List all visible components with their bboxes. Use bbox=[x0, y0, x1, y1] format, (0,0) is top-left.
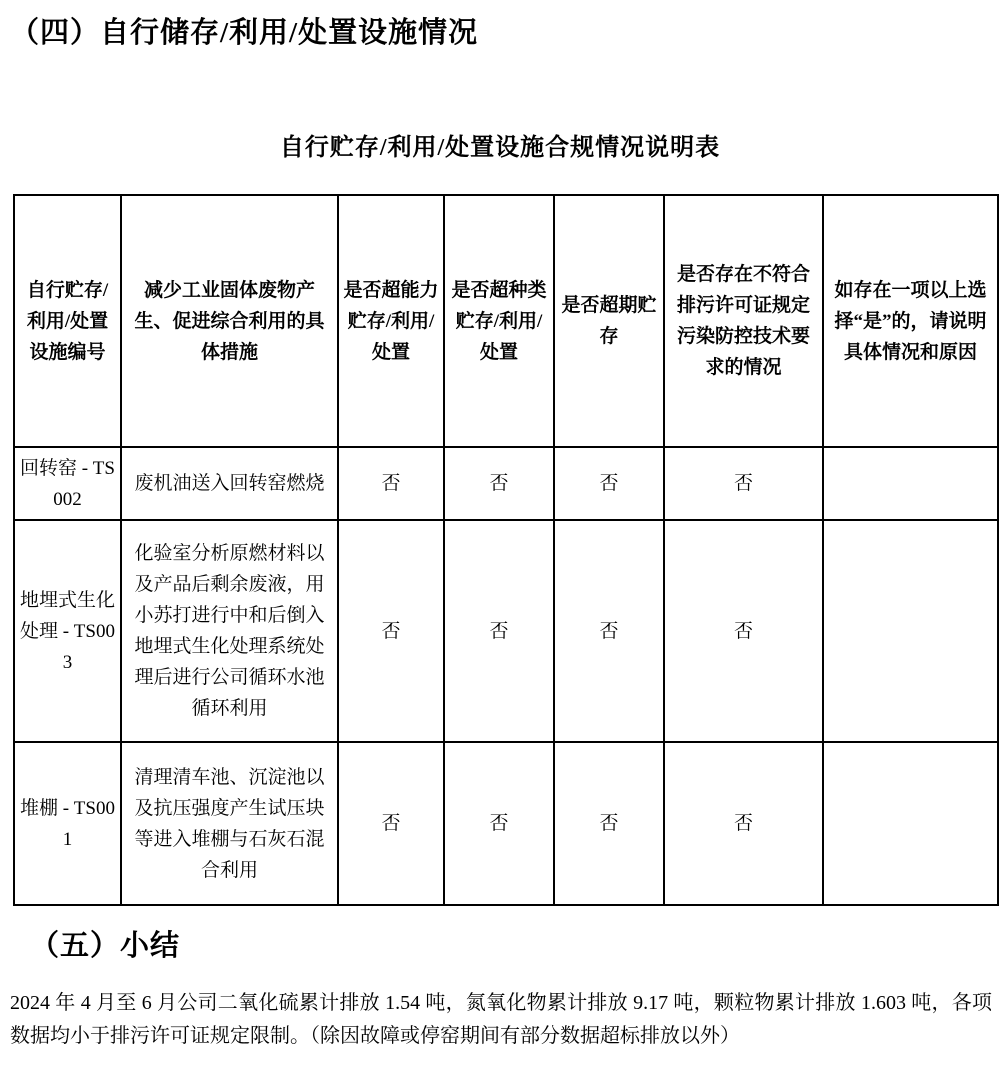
cell-facility-id: 堆棚 - TS001 bbox=[14, 742, 121, 905]
cell-explanation bbox=[823, 742, 998, 905]
cell-over-capacity: 否 bbox=[338, 447, 444, 520]
cell-over-period: 否 bbox=[554, 742, 664, 905]
cell-explanation bbox=[823, 447, 998, 520]
table-header-row bbox=[14, 195, 998, 447]
cell-noncompliance: 否 bbox=[664, 742, 823, 905]
cell-over-period: 否 bbox=[554, 520, 664, 742]
cell-explanation bbox=[823, 520, 998, 742]
cell-over-type: 否 bbox=[444, 447, 554, 520]
column-header-over-type: 是否超种类贮存/利用/处置 bbox=[444, 195, 554, 447]
cell-measures: 化验室分析原燃材料以及产品后剩余废液，用小苏打进行中和后倒入地埋式生化处理系统处理后进行公司循环水池循环利用 bbox=[121, 520, 338, 742]
table-row bbox=[14, 447, 998, 520]
cell-over-type: 否 bbox=[444, 742, 554, 905]
cell-noncompliance: 否 bbox=[664, 447, 823, 520]
column-header-over-period: 是否超期贮存 bbox=[554, 195, 664, 447]
column-header-explanation: 如存在一项以上选择“是”的，请说明具体情况和原因 bbox=[823, 195, 998, 447]
cell-measures: 废机油送入回转窑燃烧 bbox=[121, 447, 338, 520]
cell-noncompliance: 否 bbox=[664, 520, 823, 742]
cell-facility-id: 地埋式生化处理 - TS003 bbox=[14, 520, 121, 742]
section5-heading: （五）小结 bbox=[30, 930, 181, 962]
table-title: 自行贮存/利用/处置设施合规情况说明表 bbox=[279, 135, 721, 161]
cell-facility-id: 回转窑 - TS002 bbox=[14, 447, 121, 520]
table-row bbox=[14, 742, 998, 905]
cell-measures: 清理清车池、沉淀池以及抗压强度产生试压块等进入堆棚与石灰石混合利用 bbox=[121, 742, 338, 905]
column-header-noncompliance: 是否存在不符合排污许可证规定污染防控技术要求的情况 bbox=[664, 195, 823, 447]
column-header-facility-id: 自行贮存/利用/处置设施编号 bbox=[14, 195, 121, 447]
column-header-measures: 减少工业固体废物产生、促进综合利用的具体措施 bbox=[121, 195, 338, 447]
cell-over-capacity: 否 bbox=[338, 742, 444, 905]
column-header-over-capacity: 是否超能力贮存/利用/处置 bbox=[338, 195, 444, 447]
cell-over-capacity: 否 bbox=[338, 520, 444, 742]
section4-heading: （四）自行储存/利用/处置设施情况 bbox=[10, 17, 479, 49]
cell-over-period: 否 bbox=[554, 447, 664, 520]
table-row bbox=[14, 520, 998, 742]
cell-over-type: 否 bbox=[444, 520, 554, 742]
summary-paragraph: 2024 年 4 月至 6 月公司二氧化硫累计排放 1.54 吨，氮氧化物累计排放 9.17 吨，颗粒物累计排放 1.603 吨，各项数据均小于排污许可证规定限制。（除因故障或停窑期间有部分数据超标排放以外） bbox=[10, 992, 992, 1047]
compliance-table bbox=[13, 194, 999, 906]
